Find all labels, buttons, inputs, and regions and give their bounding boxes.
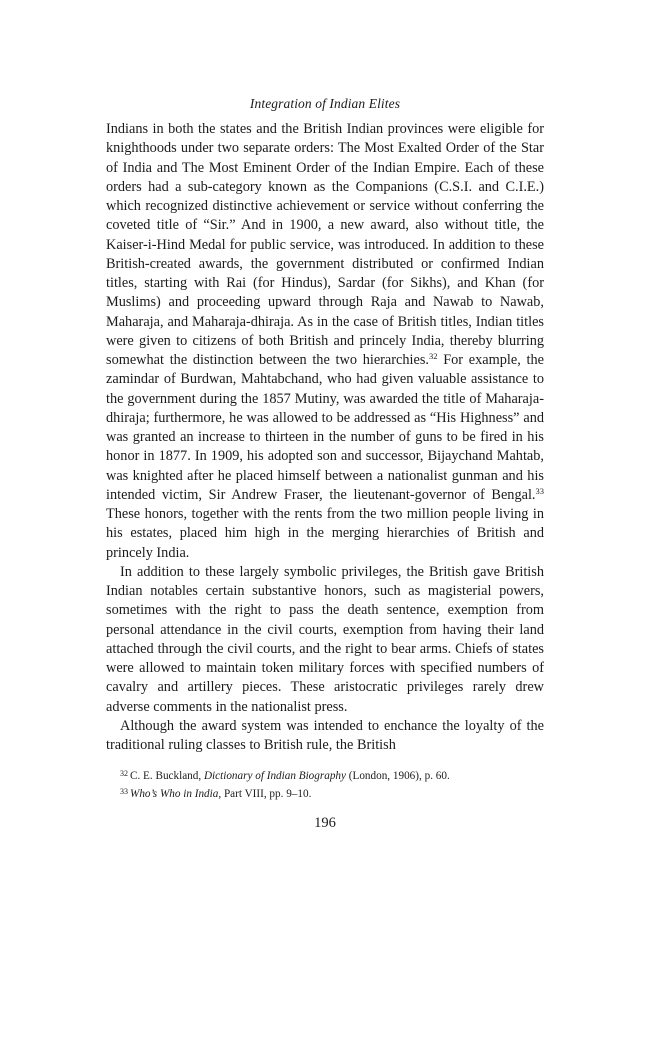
paragraph <box>106 563 544 717</box>
text-run: For example, the zamindar of Burdwan, Mahtabchand, who had given valuable assistance to the government during the 1857 Mutiny, was awarded the title of Maharaja-dhiraja; furthermore, he was allowed to be addressed as “His Highness” and was granted an increase to thirteen in the number of guns to be fired in his honor in 1877. In 1909, his adopted son and successor, Bijaychand Mahtab, was knighted after he placed himself between a nationalist gunman and his intended victim, Sir Andrew Fraser, the lieutenant-governor of Bengal. <box>106 352 544 503</box>
footnote-reference: 33 <box>535 485 544 496</box>
footnote-text: Part VIII, pp. 9–10. <box>221 788 312 801</box>
footnotes <box>106 766 544 802</box>
citation-title: Who’s Who in India, <box>130 788 222 801</box>
text-run: These honors, together with the rents from the two million people living in his estates, placed him high in the merging hierarchies of British and princely India. <box>106 506 544 561</box>
paragraph <box>106 717 544 756</box>
footnote-text: C. E. Buckland, <box>130 770 204 783</box>
footnote-number: 33 <box>120 787 128 797</box>
text-run: Indians in both the states and the British Indian provinces were eligible for knighthoods under two separate orders: The Most Exalted Order of the Star of India and The Most Eminent Order of the Indian Empire. Each of these orders had a sub-category known as the Companions (C.S.I. and C.I.E.) which recognized distinctive achievement or service without conferring the coveted title of “Sir.” And in 1900, a new award, also without title, the Kaiser-i-Hind Medal for public service, was introduced. In addition to these British-created awards, the government distributed or confirmed Indian titles, starting with Rai (for Hindus), Sardar (for Sikhs), and Khan (for Muslims) and proceeding upward through Raja and Nawab to Nawab, Maharaja, and Maharaja-dhiraja. As in the case of British titles, Indian titles were given to citizens of both British and princely India, thereby blurring somewhat the distinction between the two hierarchies. <box>106 121 544 368</box>
text-run: Although the award system was intended to enchance the loyalty of the traditional ruling classes to British rule, the British <box>106 717 544 753</box>
paragraph <box>106 120 544 563</box>
book-page <box>106 96 544 832</box>
body-text <box>106 120 544 755</box>
footnote-reference: 32 <box>428 351 438 361</box>
footnote-text: (London, 1906), p. 60. <box>345 770 450 783</box>
citation-title: Dictionary of Indian Biography <box>203 770 346 783</box>
footnote-number: 32 <box>120 769 128 779</box>
text-run: In addition to these largely symbolic privileges, the British gave British Indian notables certain substantive honors, such as magisterial powers, sometimes with the right to pass the death sentence, exemption from personal attendance in the civil courts, exemption from having their land attached through the civil courts, and the right to bear arms. Chiefs of states were allowed to maintain token military forces with specified numbers of cavalry and artillery pieces. These aristocratic privileges rarely drew adverse comments in the nationalist press. <box>106 563 544 715</box>
footnote <box>120 766 544 784</box>
footnote <box>120 784 544 802</box>
running-head: Integration of Indian Elites <box>249 96 401 111</box>
page-number: 196 <box>314 815 336 832</box>
